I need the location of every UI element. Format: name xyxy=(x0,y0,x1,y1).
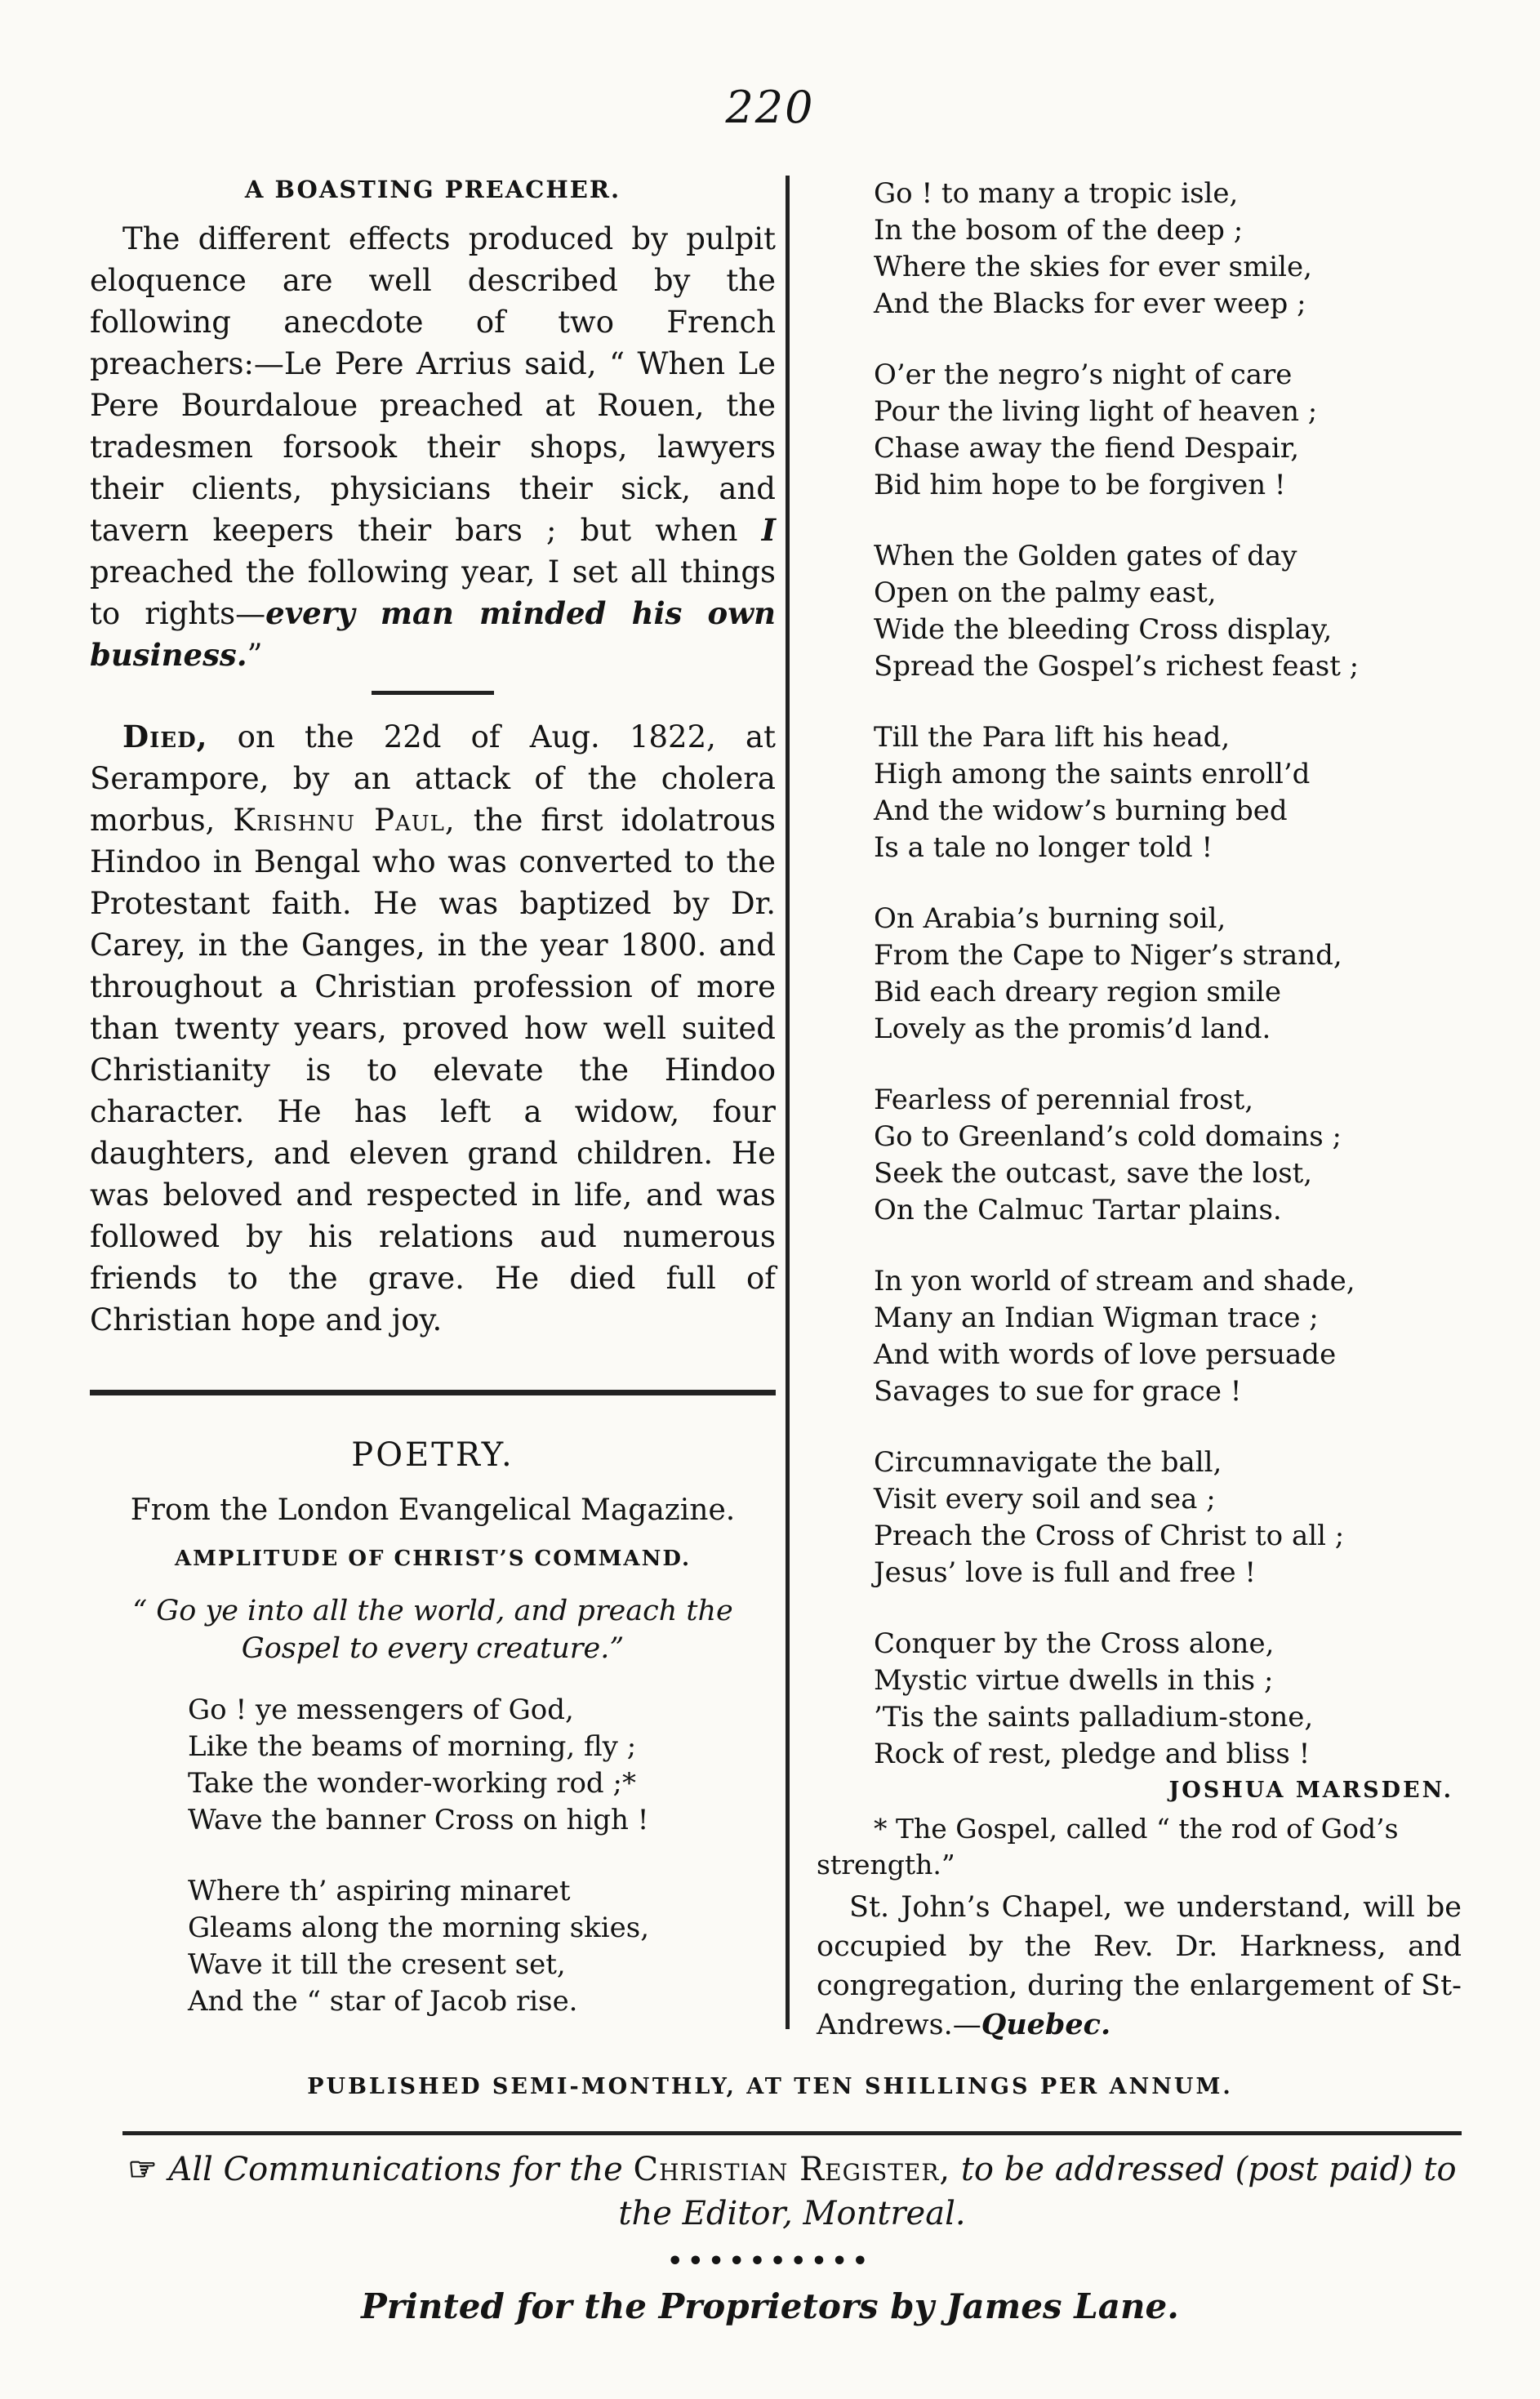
article-text: preached the following year, I set all things to rights— xyxy=(90,554,776,631)
poem-line: In the bosom of the deep ; xyxy=(874,214,1244,247)
poem-line: Wave the banner Cross on high ! xyxy=(188,1804,649,1836)
article-text-italic: I xyxy=(761,512,776,548)
poem-line: Wide the bleeding Cross display, xyxy=(874,613,1333,646)
poem-stanza xyxy=(817,538,1462,685)
poem-line: And the “ star of Jacob rise. xyxy=(188,1985,578,2018)
poem-line: Gleams along the morning skies, xyxy=(188,1912,650,1944)
poem-stanza xyxy=(817,901,1462,1048)
poem-stanza xyxy=(817,1082,1462,1229)
register-name: Christian Register, xyxy=(633,2151,951,2188)
poem-line: Pour the living light of heaven ; xyxy=(874,395,1318,428)
section-divider-thick xyxy=(90,1390,776,1395)
poem-line: Go to Greenland’s cold domains ; xyxy=(874,1120,1342,1153)
poem-stanza xyxy=(90,1873,776,2020)
poetry-heading: POETRY. xyxy=(351,1436,514,1474)
poem-line: When the Golden gates of day xyxy=(874,540,1297,572)
poem-line: Go ! ye messengers of God, xyxy=(188,1694,574,1726)
poem-line: Conquer by the Cross alone, xyxy=(874,1627,1275,1660)
poem-line: Seek the outcast, save the lost, xyxy=(874,1157,1313,1190)
poem-line: Take the wonder-working rod ;* xyxy=(188,1767,636,1800)
article-text-italic: every man minded his own business. xyxy=(90,595,776,673)
poem-stanza xyxy=(817,176,1462,323)
obituary-name: Krishnu Paul, xyxy=(233,803,456,838)
poem-author-signature: JOSHUA MARSDEN. xyxy=(1168,1778,1453,1803)
poem-title: AMPLITUDE OF CHRIST’S COMMAND. xyxy=(174,1547,692,1571)
poem-stanza xyxy=(817,1444,1462,1591)
footer-divider xyxy=(122,2131,1462,2135)
poem-line: Where the skies for ever smile, xyxy=(874,251,1312,283)
poem-line: In yon world of stream and shade, xyxy=(874,1265,1355,1297)
poem-line: From the Cape to Niger’s strand, xyxy=(874,939,1342,972)
poem-stanza xyxy=(817,719,1462,866)
poem-line: Preach the Cross of Christ to all ; xyxy=(874,1520,1345,1552)
publication-frequency: PUBLISHED SEMI-MONTHLY, AT TEN SHILLINGS PER ANNUM. xyxy=(307,2074,1233,2099)
poem-stanza xyxy=(817,1263,1462,1410)
ornamental-dots: •••••••••• xyxy=(667,2247,873,2276)
poem-line: And the Blacks for ever weep ; xyxy=(874,287,1306,320)
poem-line: Wave it till the cresent set, xyxy=(188,1948,566,1981)
section-divider xyxy=(372,691,494,695)
pointing-hand-icon: ☞ xyxy=(127,2150,158,2188)
poem-stanza xyxy=(90,1692,776,1839)
notice-text: St. John’s Chapel, we understand, will be occupied by the Rev. Dr. Harkness, and congregation, during the enlargement of St- Andrews.— xyxy=(817,1891,1462,2041)
poem-line: ’Tis the saints palladium-stone, xyxy=(874,1701,1314,1734)
poem-line: Jesus’ love is full and free ! xyxy=(874,1556,1257,1589)
obituary-lead: Died, xyxy=(122,719,208,754)
poem-stanza xyxy=(817,1626,1462,1773)
poem-line: High among the saints enroll’d xyxy=(874,758,1311,790)
poem-footnote: * The Gospel, called “ the rod of God’s strength.” xyxy=(817,1813,1399,1880)
poem-line: Fearless of perennial frost, xyxy=(874,1084,1254,1116)
column-divider xyxy=(786,176,790,2029)
poem-line: Till the Para lift his head, xyxy=(874,721,1231,754)
poem-line: Bid each dreary region smile xyxy=(874,976,1281,1008)
poem-line: And the widow’s burning bed xyxy=(874,794,1288,827)
poem-source: From the London Evangelical Magazine. xyxy=(130,1493,736,1527)
article-title-boasting-preacher: A BOASTING PREACHER. xyxy=(244,176,621,203)
poem-line: On the Calmuc Tartar plains. xyxy=(874,1194,1282,1226)
poem-line: Lovely as the promis’d land. xyxy=(874,1013,1271,1045)
poem-line: And with words of love persuade xyxy=(874,1338,1337,1371)
article-text: The different effects produced by pulpit eloquence are well described by the following anecdote of two French preachers:—Le Pere Arrius said, “ When Le Pere Bourdaloue preached at Rouen, the tradesmen forsook their shops, lawyers their clients, physicians their sick, and tavern keepers their bars ; but when xyxy=(90,221,776,548)
printer-credit: Printed for the Proprietors by James Lane. xyxy=(361,2286,1179,2326)
page-number: 220 xyxy=(725,82,815,133)
communications-text: to be addressed (post paid) to the Editor, Montreal. xyxy=(618,2151,1457,2232)
notice-source: Quebec. xyxy=(981,2008,1111,2041)
communications-text: All Communications for the xyxy=(168,2151,634,2188)
poem-line: Is a tale no longer told ! xyxy=(874,831,1213,864)
poem-line: Spread the Gospel’s richest feast ; xyxy=(874,650,1360,683)
poem-epigraph: “ Go ye into all the world, and preach the Gospel to every creature.” xyxy=(132,1595,733,1665)
article-body-boasting-preacher xyxy=(90,218,776,676)
poem-line: Chase away the fiend Despair, xyxy=(874,432,1300,465)
poem-line: O’er the negro’s night of care xyxy=(874,358,1293,391)
communications-notice xyxy=(122,2148,1462,2236)
left-column xyxy=(90,176,776,2054)
poem-line: Many an Indian Wigman trace ; xyxy=(874,1302,1319,1334)
chapel-notice xyxy=(817,1888,1462,2045)
poem-line: Bid him hope to be forgiven ! xyxy=(874,469,1286,501)
poem-line: Open on the palmy east, xyxy=(874,576,1217,609)
poem-line: On Arabia’s burning soil, xyxy=(874,902,1226,935)
right-column xyxy=(817,176,1462,2045)
article-text: ” xyxy=(247,638,263,673)
poem-line: Go ! to many a tropic isle, xyxy=(874,177,1239,210)
poem-line: Rock of rest, pledge and bliss ! xyxy=(874,1738,1311,1770)
poem-line: Visit every soil and sea ; xyxy=(874,1483,1216,1516)
poem-stanza xyxy=(817,357,1462,504)
poem-line: Mystic virtue dwells in this ; xyxy=(874,1664,1274,1697)
obituary-krishnu-paul xyxy=(90,716,776,1341)
poem-line: Where th’ aspiring minaret xyxy=(188,1875,571,1907)
obituary-text: the first idolatrous Hindoo in Bengal who was converted to the Protestant faith. He was baptized by Dr. Carey, in the Ganges, in the year 1800. and throughout a Christian profession of more than twenty years, proved how well suited Christianity is to elevate the Hindoo character. He has left a widow, four daughters, and eleven grand children. He was beloved and respected in life, and was followed by his relations aud numerous friends to the grave. He died full of Christian hope and joy. xyxy=(90,803,777,1337)
poem-line: Circumnavigate the ball, xyxy=(874,1446,1222,1479)
obituary-text: on the 22d of Aug. 1822, at Serampore, by an attack of the cholera morbus, xyxy=(90,719,776,838)
poem-line: Savages to sue for grace ! xyxy=(874,1375,1242,1408)
poem-line: Like the beams of morning, fly ; xyxy=(188,1730,637,1763)
